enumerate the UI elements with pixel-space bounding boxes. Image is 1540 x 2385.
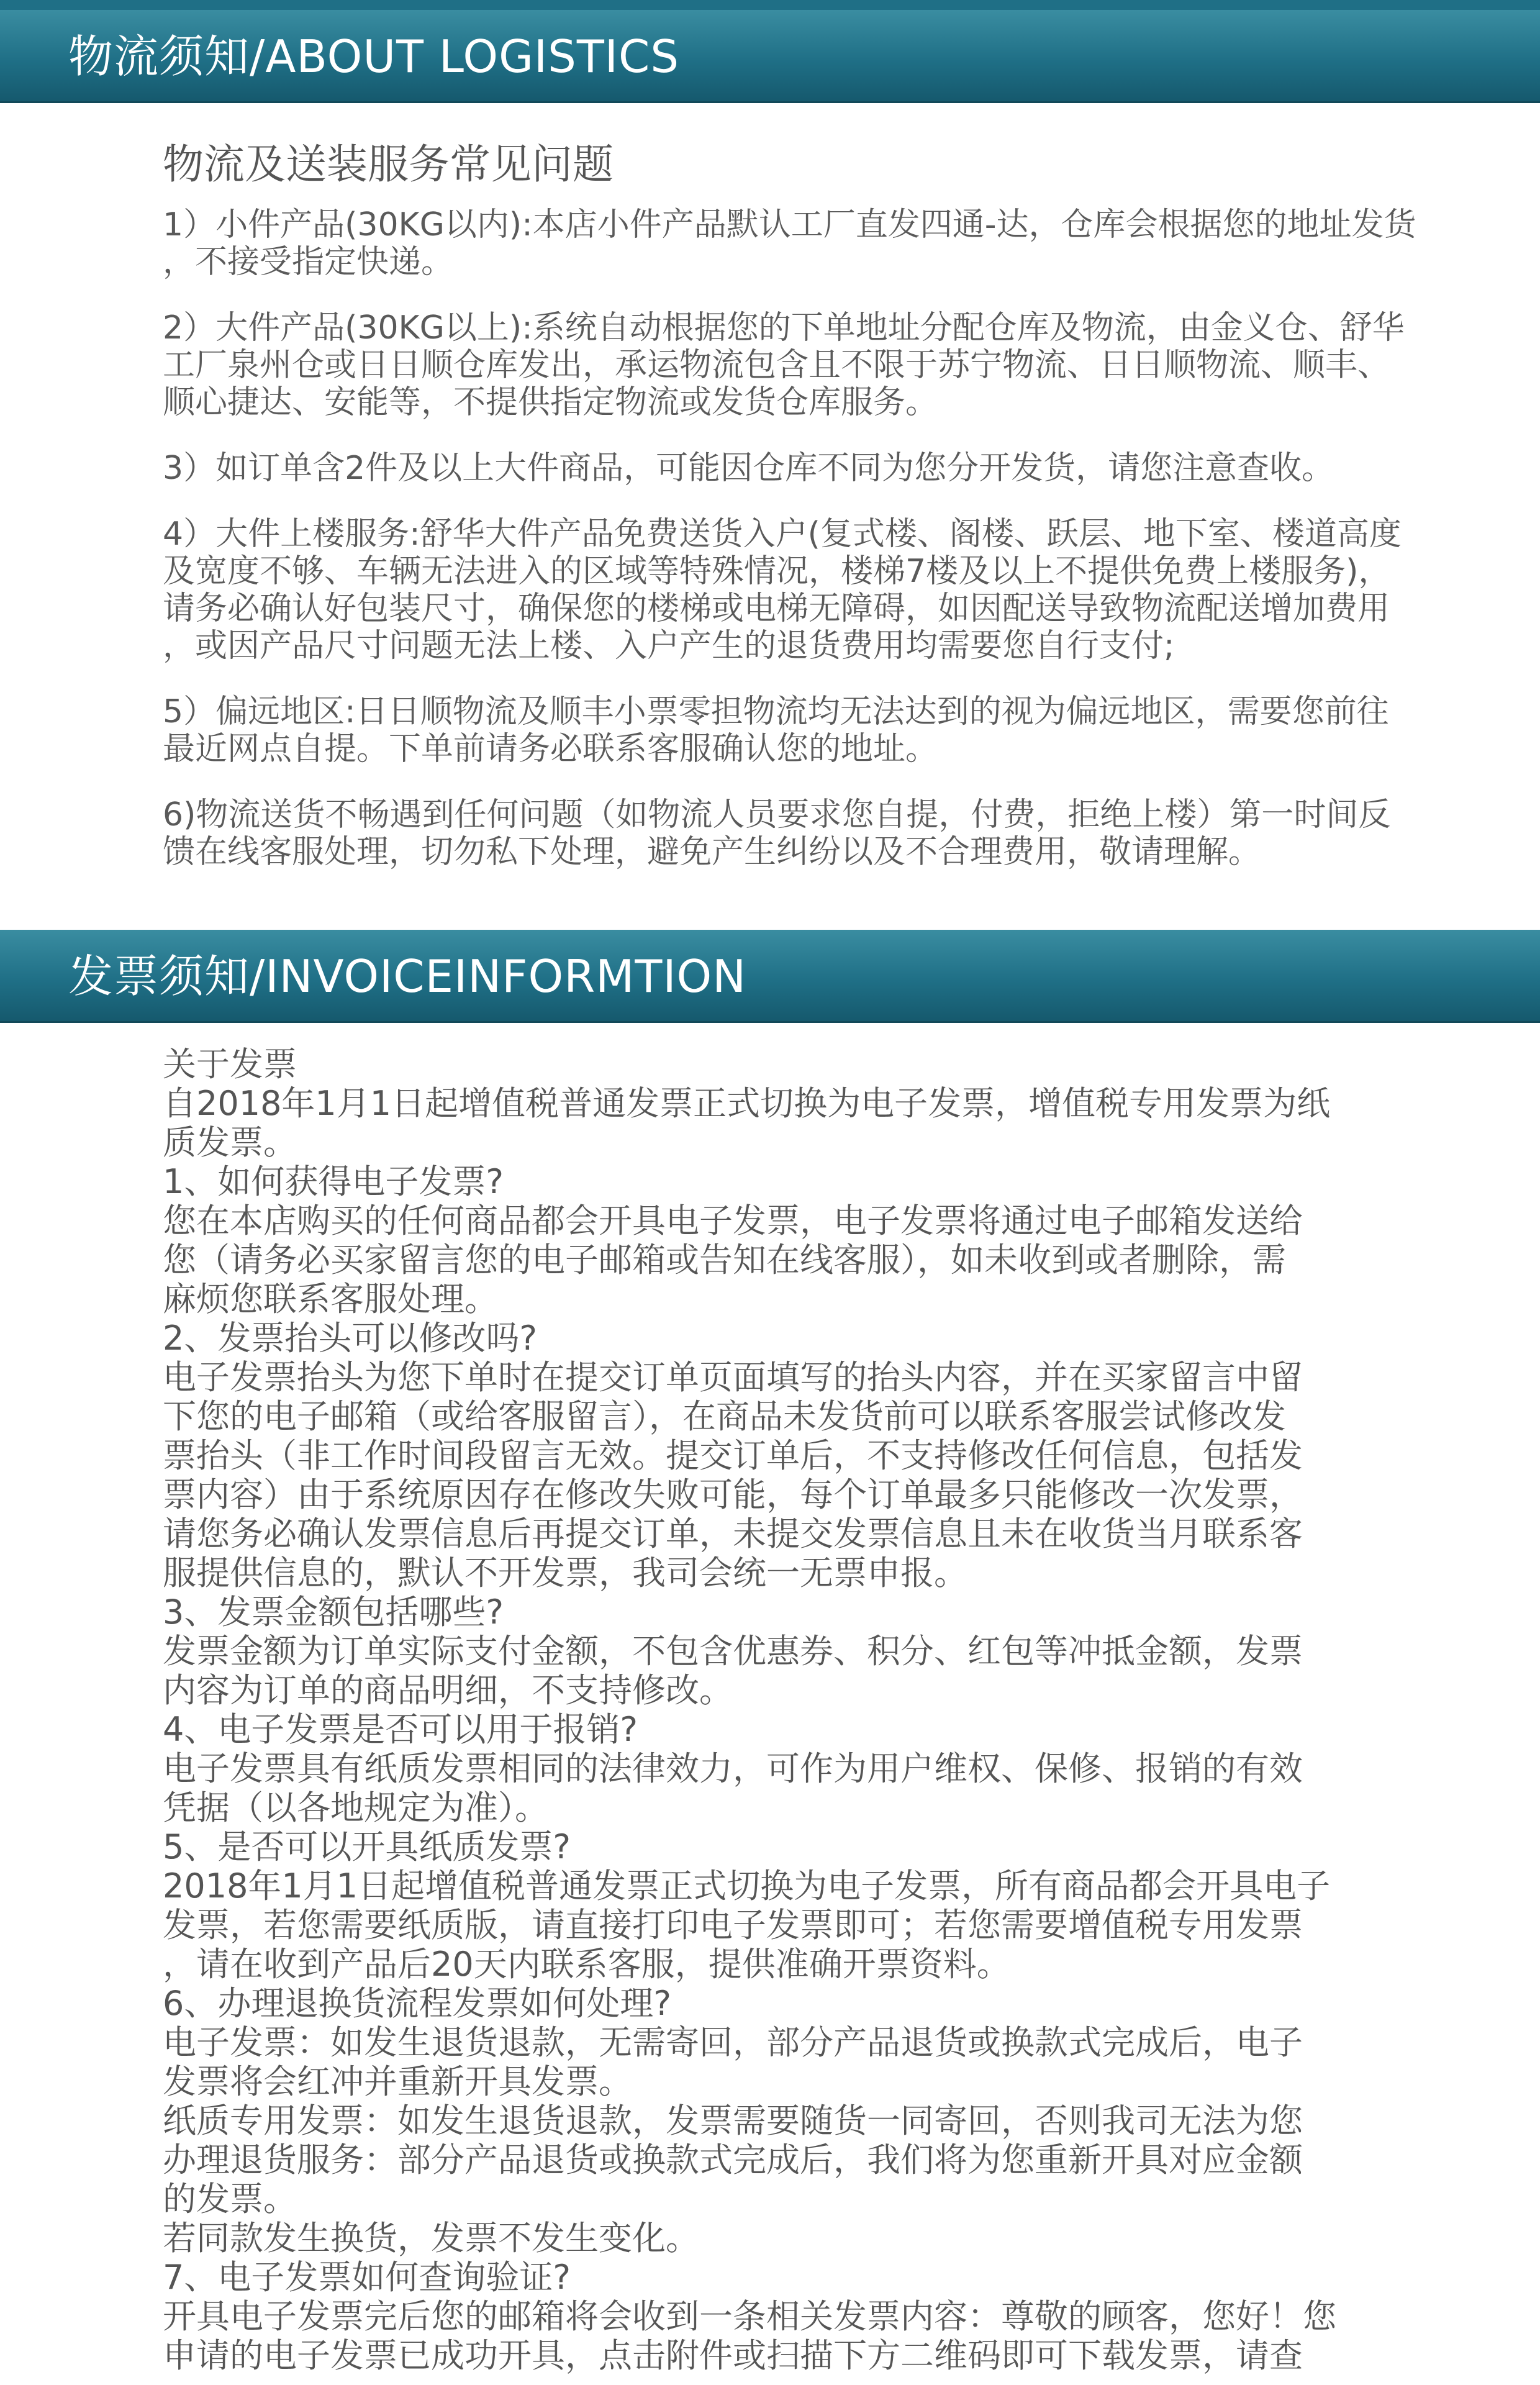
invoice-question: 6、办理退换货流程发票如何处理? <box>163 1984 672 2023</box>
invoice-line: 若同款发生换货，发票不发生变化。 <box>163 2219 699 2258</box>
invoice-line: 2018年1月1日起增值税普通发票正式切换为电子发票，所有商品都会开具电子 <box>163 1866 1331 1906</box>
logistics-line: 6)物流送货不畅遇到任何问题（如物流人员要求您自提，付费，拒绝上楼）第一时间反 <box>163 796 1391 834</box>
logistics-line: 3）如订单含2件及以上大件商品，可能因仓库不同为您分开发货，请您注意查收。 <box>163 450 1334 487</box>
logistics-line: 5）偏远地区:日日顺物流及顺丰小票零担物流均无法达到的视为偏远地区，需要您前往 <box>163 693 1389 730</box>
logistics-line: 最近网点自提。下单前请务必联系客服确认您的地址。 <box>163 730 938 768</box>
invoice-question: 2、发票抬头可以修改吗? <box>163 1319 538 1358</box>
invoice-heading: 关于发票 <box>163 1045 297 1084</box>
invoice-line: ，请在收到产品后20天内联系客服，提供准确开票资料。 <box>163 1945 1010 1984</box>
logistics-item <box>163 693 1429 768</box>
invoice-line: 请您务必确认发票信息后再提交订单，未提交发票信息且未在收货当月联系客 <box>163 1514 1303 1553</box>
logistics-item <box>163 206 1429 281</box>
invoice-line: 的发票。 <box>163 2179 297 2219</box>
invoice-line: 下您的电子邮箱（或给客服留言），在商品未发货前可以联系客服尝试修改发 <box>163 1397 1286 1436</box>
logistics-line: 及宽度不够、车辆无法进入的区域等特殊情况，楼梯7楼及以上不提供免费上楼服务)， <box>163 553 1391 590</box>
top-accent-band <box>0 0 1540 10</box>
invoice-line: 票内容）由于系统原因存在修改失败可能，每个订单最多只能修改一次发票， <box>163 1475 1303 1514</box>
logistics-item <box>163 450 1429 487</box>
invoice-question: 3、发票金额包括哪些? <box>163 1592 504 1632</box>
logistics-line: 顺心捷达、安能等，不提供指定物流或发货仓库服务。 <box>163 384 938 421</box>
invoice-banner <box>0 930 1540 1023</box>
invoice-line: 票抬头（非工作时间段留言无效。提交订单后，不支持修改任何信息，包括发 <box>163 1436 1303 1475</box>
invoice-line: 办理退货服务：部分产品退货或换款式完成后，我们将为您重新开具对应金额 <box>163 2140 1303 2179</box>
invoice-line: 内容为订单的商品明细，不支持修改。 <box>163 1671 733 1710</box>
logistics-line: 4）大件上楼服务:舒华大件产品免费送货入户(复式楼、阁楼、跃层、地下室、楼道高度 <box>163 516 1402 553</box>
invoice-line: 您（请务必买家留言您的电子邮箱或告知在线客服），如未收到或者删除，需 <box>163 1240 1286 1279</box>
logistics-section <box>163 137 1429 899</box>
logistics-item <box>163 516 1429 665</box>
logistics-line: 请务必确认好包装尺寸，确保您的楼梯或电梯无障碍，如因配送导致物流配送增加费用 <box>163 590 1390 627</box>
invoice-line: 发票金额为订单实际支付金额，不包含优惠券、积分、红包等冲抵金额，发票 <box>163 1632 1303 1671</box>
invoice-line: 服提供信息的，默认不开发票，我司会统一无票申报。 <box>163 1553 967 1592</box>
logistics-item <box>163 309 1429 421</box>
invoice-question: 1、如何获得电子发票? <box>163 1162 504 1201</box>
invoice-question: 4、电子发票是否可以用于报销? <box>163 1710 638 1749</box>
invoice-line: 自2018年1月1日起增值税普通发票正式切换为电子发票，增值税专用发票为纸 <box>163 1084 1331 1123</box>
logistics-line: 工厂泉州仓或日日顺仓库发出，承运物流包含且不限于苏宁物流、日日顺物流、顺丰、 <box>163 347 1390 384</box>
invoice-line: 质发票。 <box>163 1123 297 1162</box>
invoice-line: 麻烦您联系客服处理。 <box>163 1279 498 1319</box>
invoice-line: 开具电子发票完后您的邮箱将会收到一条相关发票内容：尊敬的顾客，您好！您 <box>163 2297 1336 2336</box>
invoice-banner-title: 发票须知/INVOICEINFORMTION <box>68 950 747 1002</box>
invoice-line: 您在本店购买的任何商品都会开具电子发票，电子发票将通过电子邮箱发送给 <box>163 1201 1303 1240</box>
logistics-heading: 物流及送装服务常见问题 <box>163 140 614 188</box>
invoice-question: 5、是否可以开具纸质发票? <box>163 1827 571 1866</box>
logistics-item <box>163 796 1429 871</box>
invoice-question: 7、电子发票如何查询验证? <box>163 2258 571 2297</box>
logistics-banner <box>0 10 1540 103</box>
invoice-line: 电子发票具有纸质发票相同的法律效力，可作为用户维权、保修、报销的有效 <box>163 1749 1303 1788</box>
invoice-line: 申请的电子发票已成功开具，点击附件或扫描下方二维码即可下载发票，请查 <box>163 2336 1303 2375</box>
logistics-line: ，或因产品尺寸问题无法上楼、入户产生的退货费用均需要您自行支付; <box>163 627 1175 665</box>
logistics-line: ，不接受指定快递。 <box>163 243 454 281</box>
logistics-line: 1）小件产品(30KG以内):本店小件产品默认工厂直发四通-达，仓库会根据您的地址发货 <box>163 206 1416 243</box>
invoice-line: 发票将会红冲并重新开具发票。 <box>163 2062 632 2101</box>
invoice-line: 纸质专用发票：如发生退货退款，发票需要随货一同寄回，否则我司无法为您 <box>163 2101 1303 2140</box>
invoice-line: 电子发票抬头为您下单时在提交订单页面填写的抬头内容，并在买家留言中留 <box>163 1358 1303 1397</box>
logistics-line: 2）大件产品(30KG以上):系统自动根据您的下单地址分配仓库及物流，由金义仓、舒华 <box>163 309 1405 347</box>
logistics-line: 馈在线客服处理，切勿私下处理，避免产生纠纷以及不合理费用，敬请理解。 <box>163 834 1261 871</box>
invoice-section <box>163 1045 1417 2375</box>
invoice-line: 电子发票：如发生退货退款，无需寄回，部分产品退货或换款式完成后，电子 <box>163 2023 1303 2062</box>
invoice-line: 凭据（以各地规定为准）。 <box>163 1788 548 1827</box>
logistics-banner-title: 物流须知/ABOUT LOGISTICS <box>68 30 680 83</box>
invoice-line: 发票，若您需要纸质版，请直接打印电子发票即可；若您需要增值税专用发票 <box>163 1906 1303 1945</box>
